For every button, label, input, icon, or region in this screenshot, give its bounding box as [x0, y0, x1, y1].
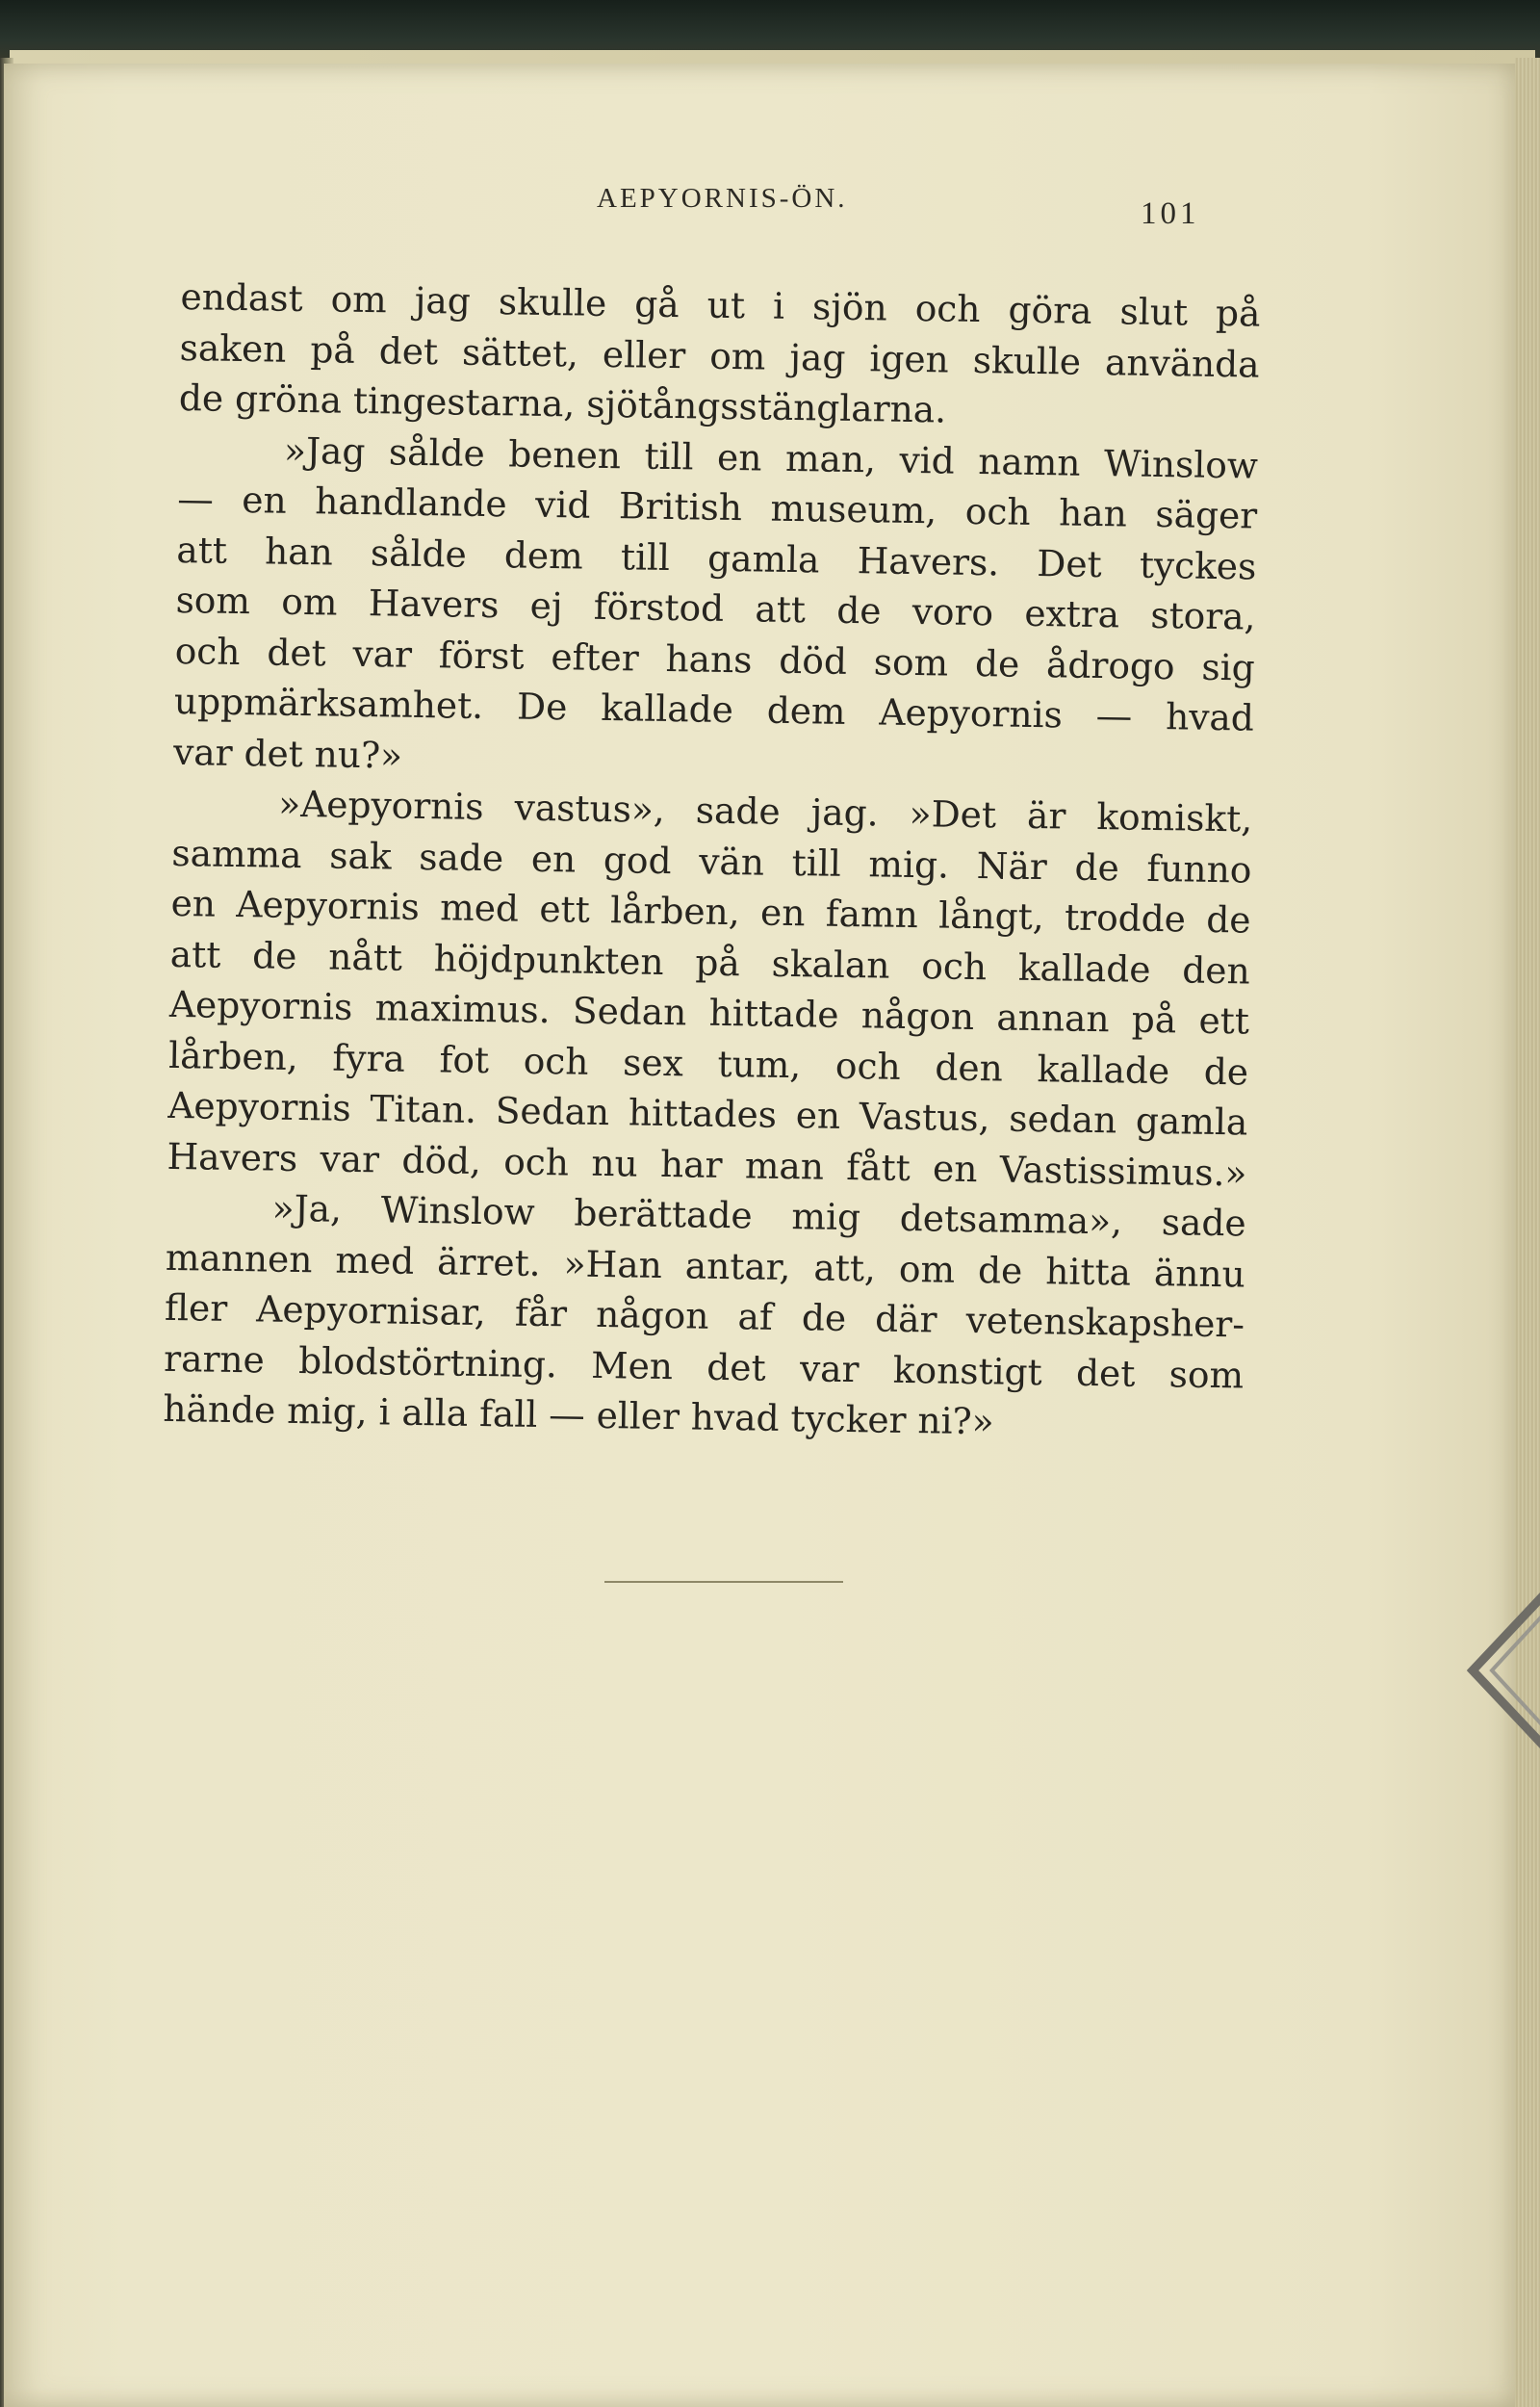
text-line: hände mig, i alla fall — eller hvad tycker ni?» — [163, 1386, 995, 1443]
text-line: »Jag sålde benen till en man, vid namn Winslow — [283, 428, 1259, 487]
text-line: en Aepyornis med ett lårben, en famn långt, trodde de — [170, 881, 1251, 942]
text-line: Aepyornis Titan. Sedan hittades en Vastus, sedan gamla — [167, 1083, 1248, 1144]
text-line: var det nu?» — [172, 730, 403, 777]
text-line: »Ja, Winslow berättade mig detsamma», sade — [271, 1186, 1246, 1245]
text-line: Aepyornis maximus. Sedan hittade någon annan på ett — [168, 982, 1250, 1043]
text-line: att han sålde dem till gamla Havers. Det tyckes — [176, 528, 1257, 588]
page-number: 101 — [1141, 196, 1200, 231]
text-line: fler Aepyornisar, får någon af de där vetenskapsher- — [164, 1285, 1245, 1346]
text-line: — en handlande vid British museum, och han säger — [176, 477, 1258, 537]
text-line: »Aepyornis vastus», sade jag. »Det är komiskt, — [277, 782, 1253, 841]
end-rule — [604, 1581, 843, 1583]
text-line: rarne blodstörtning. Men det var konstigt det som — [163, 1336, 1245, 1396]
text-line: Havers var död, och nu har man fått en Vastissimus.» — [167, 1134, 1247, 1195]
page-edges — [1515, 58, 1540, 2407]
text-line: mannen med ärret. »Han antar, att, om de hitta ännu — [165, 1235, 1246, 1295]
text-line: och det var först efter hans död som de ådrogo sig — [174, 629, 1256, 689]
text-line: endast om jag skulle gå ut i sjön och göra slut på — [180, 274, 1261, 335]
text-line: lårben, fyra fot och sex tum, och den kallade de — [167, 1033, 1249, 1094]
body-text — [163, 272, 1261, 1451]
text-line: saken på det sättet, eller om jag igen skulle använda — [179, 325, 1260, 386]
page-header — [0, 183, 1540, 231]
text-line: som om Havers ej förstod att de voro extra stora, — [175, 578, 1256, 638]
running-title: AEPYORNIS-ÖN. — [597, 183, 848, 214]
text-line: uppmärksamhet. De kallade dem Aepyornis — hvad — [173, 679, 1255, 739]
paper-clip-icon — [1453, 1579, 1540, 1762]
text-line: att de nått höjdpunkten på skalan och kallade den — [169, 932, 1251, 993]
text-line: samma sak sade en god vän till mig. När de funno — [171, 831, 1252, 892]
text-line: de gröna tingestarna, sjötångsstänglarna. — [178, 375, 947, 431]
